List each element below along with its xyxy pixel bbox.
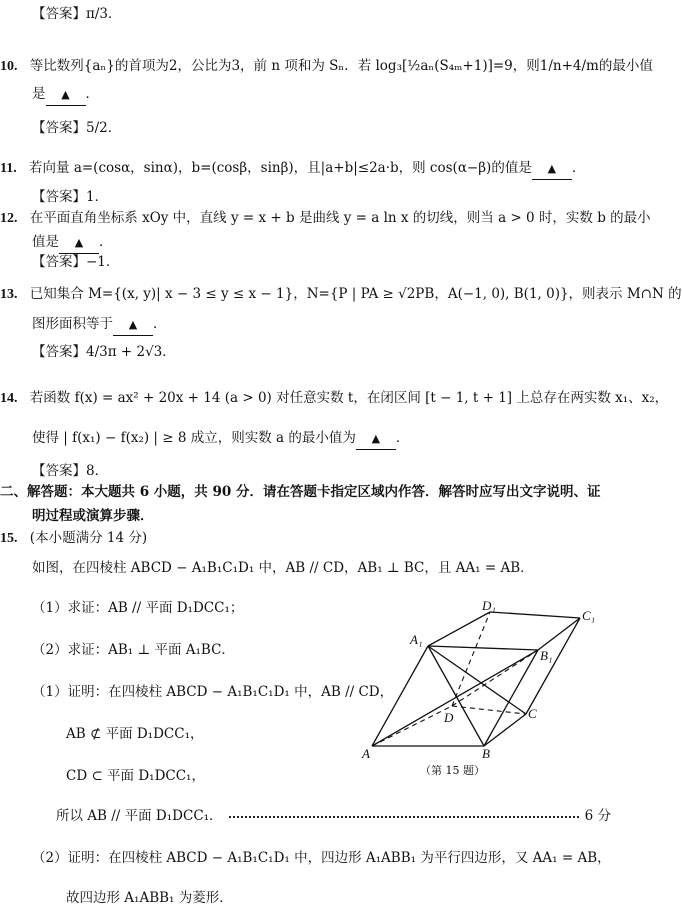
q14-answer: 【答案】8． xyxy=(32,463,109,479)
q11-line1: 11. 若向量 a=(cosα，sinα)，b=(cosβ，sinβ)，且|a+b|≤2a·b，则 cos(α−β)的值是 ▲ ． xyxy=(0,158,585,180)
proof1-line4: 所以 AB // 平面 D₁DCC₁． 6 分 xyxy=(56,808,611,824)
edge-BC xyxy=(484,714,526,746)
answer-blank[interactable]: ▲ xyxy=(356,428,396,450)
proof2-line2: 故四边形 A₁ABB₁ 为菱形． xyxy=(66,890,233,906)
q11-answer: 【答案】1． xyxy=(32,189,109,205)
label-C: C xyxy=(528,706,537,721)
edge-CC1 xyxy=(526,618,580,714)
edge-D1C1 xyxy=(490,612,580,618)
q15-header: 15. (本小题满分 14 分) xyxy=(0,530,148,546)
edge-B1C1 xyxy=(538,618,580,650)
section-heading: 二、解答题：本大题共 6 小题，共 90 分．请在答题卡指定区域内作答．解答时应写出文字说明、证 xyxy=(0,484,601,500)
q15-part2: （2）求证：AB₁ ⊥ 平面 A₁BC． xyxy=(32,642,235,658)
q10-line2: 是 ▲ ． xyxy=(32,84,99,106)
proof1-line2: AB ⊄ 平面 D₁DCC₁， xyxy=(66,726,204,742)
question-number: 11. xyxy=(0,161,17,176)
label-A: A xyxy=(362,746,370,761)
q10-answer: 【答案】5/2． xyxy=(32,120,122,136)
answer-blank[interactable]: ▲ xyxy=(59,232,99,254)
q12-line2: 值是 ▲ ． xyxy=(32,232,113,254)
question-text: 已知集合 M={(x, y)| x − 3 ≤ y ≤ x − 1}，N={P | PA ≥ √2PB，A(−1, 0), B(1, 0)}，则表示 M∩N 的 xyxy=(29,286,682,302)
hidden-diag-DB1 xyxy=(452,650,538,706)
diag-A1C xyxy=(428,646,526,714)
q10-line1 xyxy=(0,56,653,77)
score-label: 6 分 xyxy=(584,808,611,824)
answer-blank[interactable]: ▲ xyxy=(113,314,153,336)
label-D1: D₁ xyxy=(482,598,496,613)
hidden-edge-DD1 xyxy=(452,612,490,706)
prism-figure xyxy=(360,598,600,778)
label-B1: B₁ xyxy=(540,648,553,663)
q13-line1 xyxy=(0,284,682,305)
edge-A1D1 xyxy=(428,612,490,646)
proof1-line1: （1）证明：在四棱柱 ABCD − A₁B₁C₁D₁ 中，AB // CD， xyxy=(32,684,394,700)
answer-blank[interactable]: ▲ xyxy=(46,84,86,106)
question-number: 13. xyxy=(0,287,18,302)
q15-part1: （1）求证：AB // 平面 D₁DCC₁； xyxy=(32,600,244,616)
q14-line2: 使得 | f(x₁) − f(x₂) | ≥ 8 成立，则实数 a 的最小值为 ▲ ． xyxy=(32,428,409,450)
answer-blank[interactable]: ▲ xyxy=(532,158,572,180)
edge-A1B1 xyxy=(428,646,538,650)
label-D: D xyxy=(444,710,454,725)
edge-BB1 xyxy=(484,650,538,746)
q9-answer: 【答案】π/3． xyxy=(32,6,122,22)
question-number: 14. xyxy=(0,391,18,406)
hidden-edge-AD xyxy=(372,706,452,746)
label-C1: C₁ xyxy=(582,608,596,623)
section-heading-cont: 明过程或演算步骤． xyxy=(32,508,154,524)
question-text: 若向量 a=(cosα，sinα)，b=(cosβ，sinβ)，且|a+b|≤2a·b，则 cos(α−β)的值是 xyxy=(29,160,532,176)
q12-answer: 【答案】−1． xyxy=(32,254,120,270)
figure-caption: （第 15 题） xyxy=(420,764,485,777)
question-number: 10. xyxy=(0,59,18,74)
q13-line2: 图形面积等于 ▲ ． xyxy=(32,314,167,336)
edge-AA1 xyxy=(372,646,428,746)
label-A1: A₁ xyxy=(410,632,423,647)
label-B: B xyxy=(482,746,490,761)
question-number: 15. xyxy=(0,531,18,546)
question-text: 在平面直角坐标系 xOy 中，直线 y = x + b 是曲线 y = a ln x 的切线，则当 a > 0 时，实数 b 的最小 xyxy=(29,210,651,226)
q13-answer: 【答案】4/3π + 2√3． xyxy=(32,344,176,360)
question-number: 12. xyxy=(0,211,18,226)
proof2-line1: （2）证明：在四棱柱 ABCD − A₁B₁C₁D₁ 中，四边形 A₁ABB₁ 为平行四边形，又 AA₁ = AB， xyxy=(32,850,611,866)
question-text: 等比数列{aₙ}的首项为2，公比为3，前 n 项和为 Sₙ．若 log₃[½aₙ(S₄ₘ+1)]=9，则1/n+4/m的最小值 xyxy=(29,58,653,74)
q14-line1 xyxy=(0,388,668,409)
question-text: 若函数 f(x) = ax² + 20x + 14 (a > 0) 对任意实数 t，在闭区间 [t − 1, t + 1] 上总存在两实数 x₁、x₂， xyxy=(29,390,669,406)
q15-intro: 如图，在四棱柱 ABCD − A₁B₁C₁D₁ 中，AB // CD，AB₁ ⊥ BC，且 AA₁ = AB． xyxy=(32,560,534,576)
leader-dots xyxy=(229,816,579,818)
q12-line1 xyxy=(0,208,651,229)
proof1-line3: CD ⊂ 平面 D₁DCC₁， xyxy=(66,768,205,784)
